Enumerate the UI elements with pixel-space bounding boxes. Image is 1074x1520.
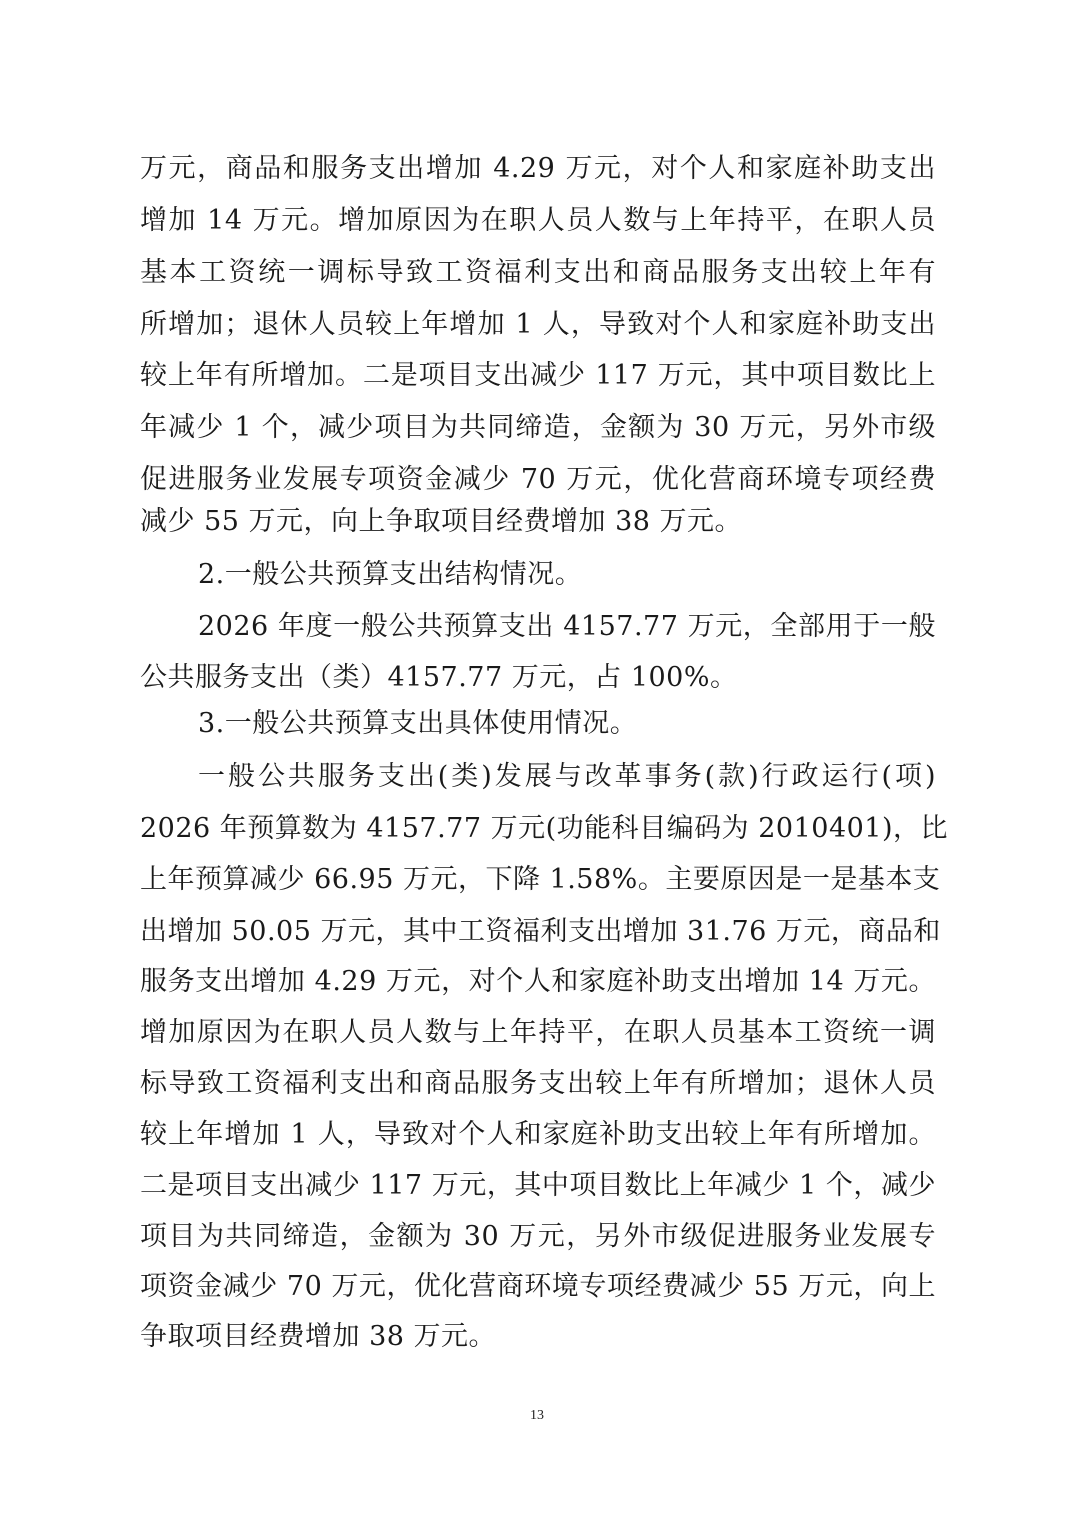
text-line: 年减少 1 个，减少项目为共同缔造，金额为 30 万元，另外市级 bbox=[140, 412, 936, 443]
text-line: 公共服务支出（类）4157.77 万元，占 100%。 bbox=[140, 662, 738, 693]
text-line: 项资金减少 70 万元，优化营商环境专项经费减少 55 万元，向上 bbox=[140, 1271, 936, 1302]
text-line: 出增加 50.05 万元，其中工资福利支出增加 31.76 万元，商品和 bbox=[140, 916, 941, 947]
text-line: 标导致工资福利支出和商品服务支出较上年有所增加；退休人员 bbox=[140, 1068, 936, 1099]
text-line: 较上年有所增加。二是项目支出减少 117 万元，其中项目数比上 bbox=[140, 360, 936, 391]
text-line: 增加 14 万元。增加原因为在职人员人数与上年持平，在职人员 bbox=[140, 205, 936, 236]
text-line: 减少 55 万元，向上争取项目经费增加 38 万元。 bbox=[140, 506, 743, 537]
page-number: 13 bbox=[530, 1408, 544, 1423]
text-line: 争取项目经费增加 38 万元。 bbox=[140, 1321, 497, 1352]
text-line: 项目为共同缔造，金额为 30 万元，另外市级促进服务业发展专 bbox=[140, 1221, 936, 1252]
text-line: 二是项目支出减少 117 万元，其中项目数比上年减少 1 个，减少 bbox=[140, 1170, 936, 1201]
text-line: 一般公共服务支出(类)发展与改革事务(款)行政运行(项) bbox=[198, 761, 936, 792]
text-line: 促进服务业发展专项资金减少 70 万元，优化营商环境专项经费 bbox=[140, 464, 936, 495]
text-line: 增加原因为在职人员人数与上年持平，在职人员基本工资统一调 bbox=[140, 1017, 936, 1048]
text-line: 上年预算减少 66.95 万元，下降 1.58%。主要原因是一是基本支 bbox=[140, 864, 941, 895]
text-line: 万元，商品和服务支出增加 4.29 万元，对个人和家庭补助支出 bbox=[140, 153, 936, 184]
text-line: 基本工资统一调标导致工资福利支出和商品服务支出较上年有 bbox=[140, 257, 936, 288]
text-line: 所增加；退休人员较上年增加 1 人，导致对个人和家庭补助支出 bbox=[140, 309, 936, 340]
section-heading: 2.一般公共预算支出结构情况。 bbox=[198, 559, 583, 590]
text-line: 2026 年预算数为 4157.77 万元(功能科目编码为 2010401)，比 bbox=[140, 813, 949, 844]
text-line: 服务支出增加 4.29 万元，对个人和家庭补助支出增加 14 万元。 bbox=[140, 966, 936, 997]
text-line: 2026 年度一般公共预算支出 4157.77 万元，全部用于一般 bbox=[198, 611, 936, 642]
section-heading: 3.一般公共预算支出具体使用情况。 bbox=[198, 708, 638, 739]
text-line: 较上年增加 1 人，导致对个人和家庭补助支出较上年有所增加。 bbox=[140, 1119, 936, 1150]
